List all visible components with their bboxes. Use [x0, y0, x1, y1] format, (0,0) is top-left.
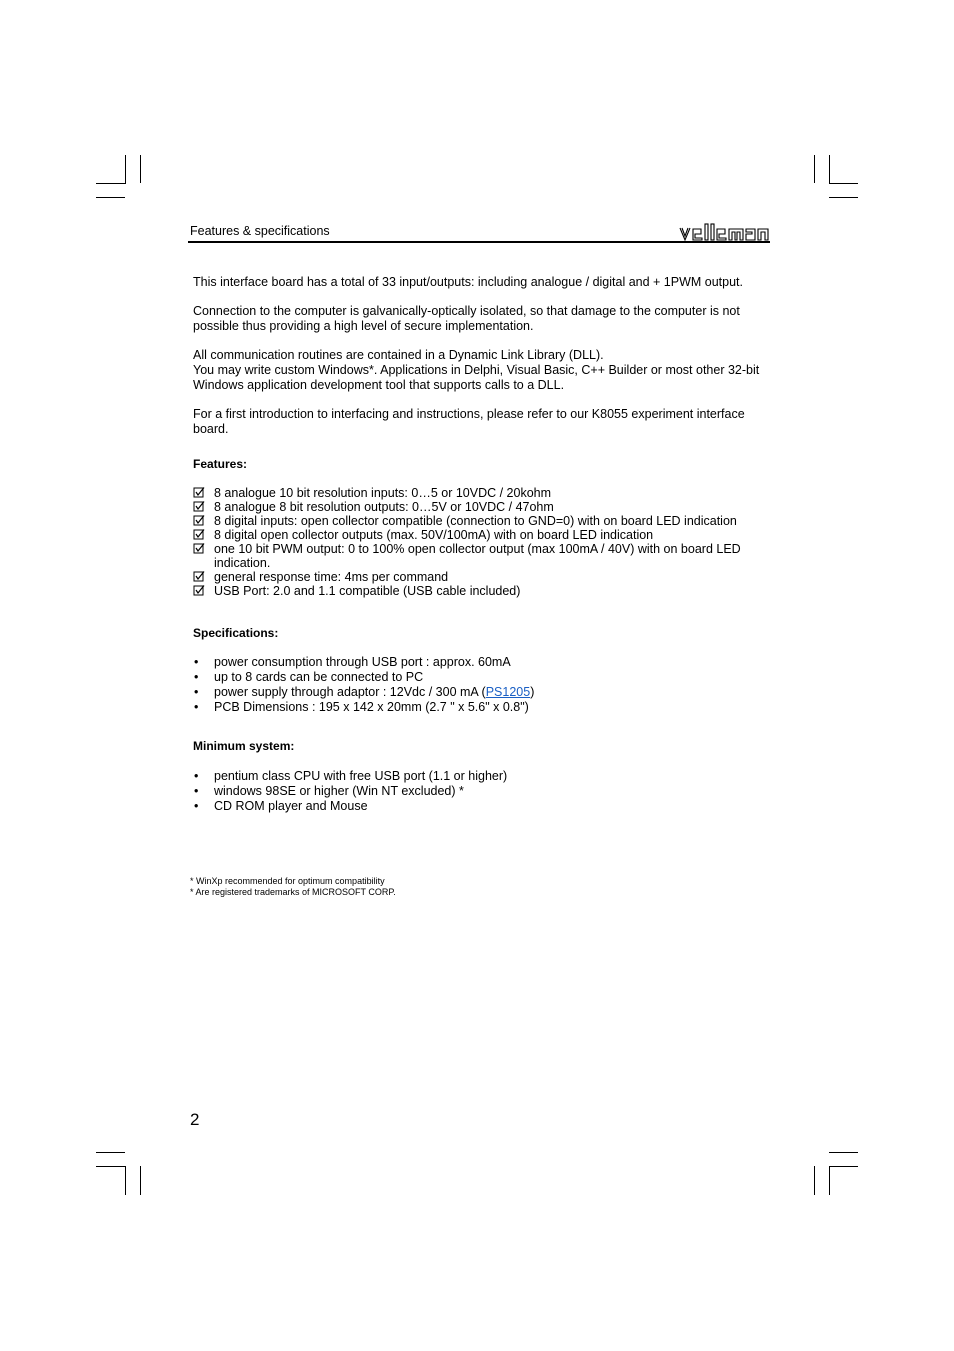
- checked-box-icon: [193, 515, 205, 527]
- bullet-icon: •: [194, 700, 199, 714]
- header-rule: [188, 241, 770, 243]
- bullet-icon: •: [194, 670, 199, 684]
- page-number: 2: [190, 1110, 200, 1129]
- intro-paragraph: All communication routines are contained in a Dynamic Link Library (DLL).: [193, 348, 604, 362]
- footnote: * WinXp recommended for optimum compatibility: [190, 876, 385, 886]
- bullet-icon: •: [194, 784, 199, 798]
- intro-paragraph: Connection to the computer is galvanically-optically isolated, so that damage to the computer is not possible thus providing a high level of secure implementation.: [193, 304, 740, 333]
- bullet-icon: •: [194, 769, 199, 783]
- ps1205-link[interactable]: PS1205: [485, 685, 531, 699]
- checked-box-icon: [193, 501, 205, 513]
- checked-box-icon: [193, 571, 205, 583]
- intro-paragraph: This interface board has a total of 33 input/outputs: including analogue / digital and + 1PWM output.: [193, 275, 744, 289]
- intro-paragraph: You may write custom Windows*. Applications in Delphi, Visual Basic, C++ Builder or most other 32-bit Windows application development tool that supports calls to a DLL.: [193, 363, 760, 392]
- header-title: Features & specifications: [190, 224, 330, 238]
- list-item: 8 digital open collector outputs (max. 50V/100mA) with on board LED indication: [193, 528, 768, 542]
- list-item: • CD ROM player and Mouse: [194, 799, 368, 813]
- minimum-system-heading: Minimum system:: [193, 739, 295, 753]
- checked-box-icon: [193, 529, 205, 541]
- list-item: 8 analogue 10 bit resolution inputs: 0…5 or 10VDC / 20kohm: [193, 486, 768, 500]
- list-item: USB Port: 2.0 and 1.1 compatible (USB cable included): [193, 584, 768, 598]
- list-item: general response time: 4ms per command: [193, 570, 768, 584]
- bullet-icon: •: [194, 799, 199, 813]
- checked-box-icon: [193, 487, 205, 499]
- checked-box-icon: [193, 543, 205, 555]
- list-item: • PCB Dimensions : 195 x 142 x 20mm (2.7 " x 5.6" x 0.8"): [194, 700, 529, 714]
- list-item: • up to 8 cards can be connected to PC: [194, 670, 424, 684]
- features-heading: Features:: [193, 457, 248, 471]
- features-list: [193, 486, 768, 598]
- velleman-logo: [678, 222, 770, 242]
- list-item: • pentium class CPU with free USB port (1.1 or higher): [194, 769, 508, 783]
- specifications-heading: Specifications:: [193, 626, 279, 640]
- list-item: 8 digital inputs: open collector compatible (connection to GND=0) with on board LED indication: [193, 514, 768, 528]
- intro-paragraph: For a first introduction to interfacing and instructions, please refer to our K8055 experiment interface board.: [193, 407, 745, 436]
- footnote: * Are registered trademarks of MICROSOFT CORP.: [190, 887, 396, 897]
- minimum-system-list: [193, 769, 768, 814]
- list-item: • windows 98SE or higher (Win NT excluded) *: [194, 784, 464, 798]
- checked-box-icon: [193, 585, 205, 597]
- bullet-icon: •: [194, 655, 199, 669]
- list-item: one 10 bit PWM output: 0 to 100% open collector output (max 100mA / 40V) with on board LED indication.: [193, 542, 768, 570]
- bullet-icon: •: [194, 685, 199, 699]
- list-item: • power consumption through USB port : approx. 60mA: [194, 655, 511, 669]
- svg-text:velleman: velleman: [678, 222, 683, 223]
- list-item: • power supply through adaptor : 12Vdc / 300 mA (PS1205): [194, 685, 535, 699]
- specifications-list: [193, 655, 768, 715]
- list-item: 8 analogue 8 bit resolution outputs: 0…5V or 10VDC / 47ohm: [193, 500, 768, 514]
